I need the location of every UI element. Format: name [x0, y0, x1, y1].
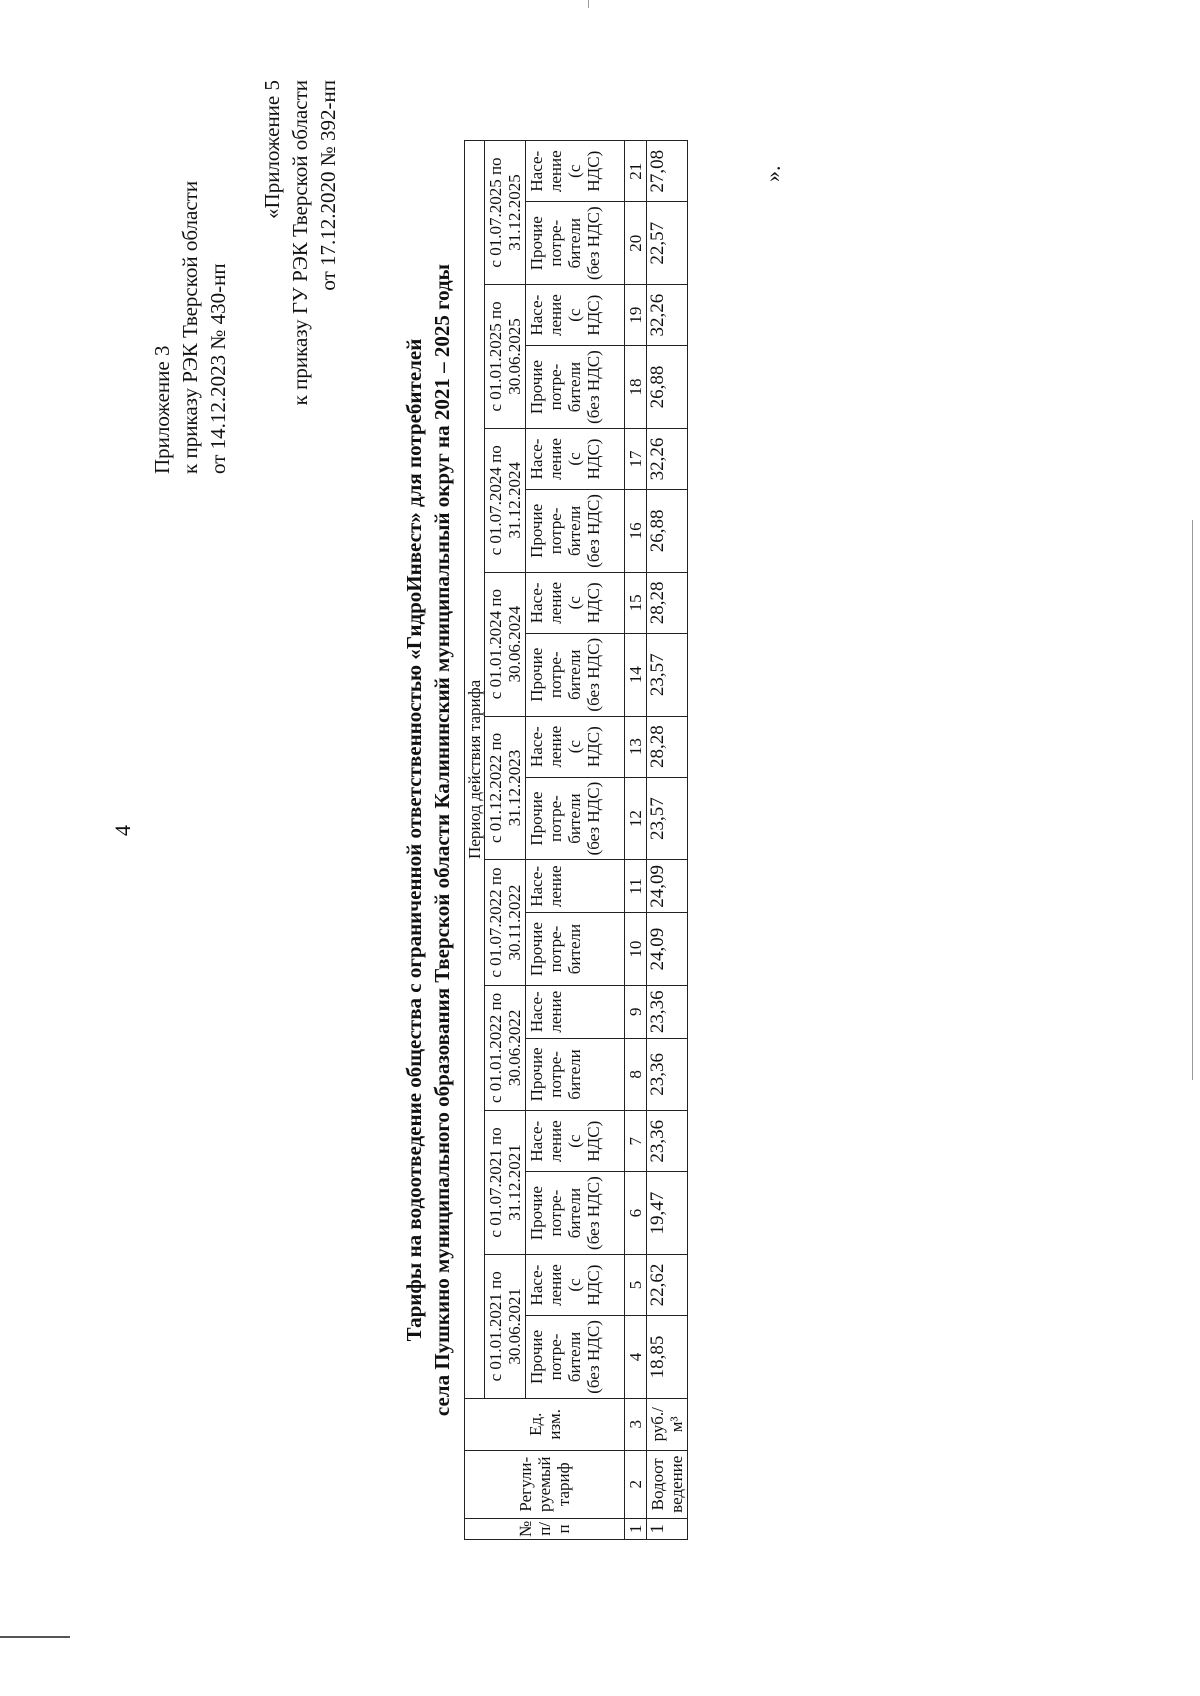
row-number: 1 — [647, 1518, 688, 1539]
tariff-value: 24,09 — [647, 913, 688, 985]
column-number: 2 — [625, 1450, 647, 1518]
appendix-3-block — [148, 181, 232, 474]
tariff-value: 24,09 — [647, 860, 688, 913]
category-header: Прочие потре-бители — [526, 913, 625, 985]
period-header: с 01.07.2022 по 30.11.2022 — [485, 860, 526, 985]
column-number: 6 — [625, 1172, 647, 1255]
scan-edge-right — [1192, 520, 1193, 1080]
period-header: с 01.01.2025 по 30.06.2025 — [485, 285, 526, 429]
tariff-value: 26,88 — [647, 490, 688, 573]
period-header: с 01.01.2024 по 30.06.2024 — [485, 572, 526, 716]
category-header: Насе-ление (с НДС) — [526, 716, 625, 777]
column-number: 16 — [625, 490, 647, 573]
column-number: 3 — [625, 1398, 647, 1450]
period-header: с 01.07.2025 по 31.12.2025 — [485, 141, 526, 285]
appendix-3-line: от 14.12.2023 № 430-нп — [206, 263, 230, 474]
column-number: 17 — [625, 428, 647, 489]
column-number: 15 — [625, 572, 647, 633]
scan-edge-tick — [588, 0, 589, 8]
tariff-value: 22,57 — [647, 202, 688, 285]
appendix-5-line: «Приложение 5 — [260, 80, 284, 219]
column-number: 5 — [625, 1254, 647, 1315]
tariff-value: 28,28 — [647, 716, 688, 777]
appendix-3-line: Приложение 3 — [150, 345, 174, 474]
column-number: 10 — [625, 913, 647, 985]
row-unit: руб./м³ — [647, 1398, 688, 1450]
column-number: 12 — [625, 777, 647, 860]
title-line: села Пушкино муниципального образования Тверской области Калининский муниципальный округ на 2021 – 2025 годы — [430, 263, 454, 1417]
appendix-5-line: к приказу ГУ РЭК Тверской области — [288, 80, 312, 406]
category-header: Прочие потре-бители (без НДС) — [526, 1316, 625, 1399]
header-tariff: Регули-руемый тариф — [465, 1450, 625, 1518]
tariff-value: 22,62 — [647, 1254, 688, 1315]
category-header: Прочие потре-бители (без НДС) — [526, 633, 625, 716]
tariff-value: 27,08 — [647, 141, 688, 202]
period-header: с 01.01.2021 по 30.06.2021 — [485, 1254, 526, 1398]
period-header: с 01.12.2022 по 31.12.2023 — [485, 716, 526, 860]
category-header: Насе-ление (с НДС) — [526, 1254, 625, 1315]
column-number: 19 — [625, 285, 647, 346]
column-number: 7 — [625, 1111, 647, 1172]
tariff-value: 32,26 — [647, 428, 688, 489]
page-number: 4 — [110, 825, 135, 836]
closing-mark: ». — [760, 165, 785, 182]
appendix-5-block — [258, 80, 342, 405]
category-header: Прочие потре-бители (без НДС) — [526, 777, 625, 860]
period-header: с 01.07.2021 по 31.12.2021 — [485, 1111, 526, 1255]
tariff-value: 26,88 — [647, 346, 688, 429]
category-header: Насе-ление — [526, 860, 625, 913]
category-header: Прочие потре-бители (без НДС) — [526, 202, 625, 285]
category-header: Прочие потре-бители (без НДС) — [526, 1172, 625, 1255]
header-unit: Ед. изм. — [465, 1398, 625, 1450]
tariff-value: 32,26 — [647, 285, 688, 346]
tariff-value: 28,28 — [647, 572, 688, 633]
tariff-value: 23,36 — [647, 1111, 688, 1172]
category-header: Насе-ление (с НДС) — [526, 285, 625, 346]
column-number: 21 — [625, 141, 647, 202]
document-title — [400, 20, 456, 1660]
category-header: Насе-ление (с НДС) — [526, 428, 625, 489]
tariff-value: 18,85 — [647, 1316, 688, 1399]
category-header: Прочие потре-бители (без НДС) — [526, 346, 625, 429]
appendix-5-line: от 17.12.2020 № 392-нп — [316, 80, 340, 291]
tariff-value: 23,36 — [647, 985, 688, 1038]
rotated-page — [20, 20, 1140, 1660]
tariff-value: 23,57 — [647, 777, 688, 860]
column-number: 4 — [625, 1316, 647, 1399]
tariff-value: 23,57 — [647, 633, 688, 716]
title-line: Тарифы на водоотведение общества с ограниченной ответственностью «ГидроИнвест» для потребителей — [402, 338, 426, 1342]
appendix-3-line: к приказу РЭК Тверской области — [178, 180, 202, 474]
category-header: Насе-ление — [526, 985, 625, 1038]
column-number: 11 — [625, 860, 647, 913]
period-header: с 01.01.2022 по 30.06.2022 — [485, 985, 526, 1110]
category-header: Насе-ление (с НДС) — [526, 1111, 625, 1172]
header-num: № п/п — [465, 1518, 625, 1539]
tariff-value: 23,36 — [647, 1038, 688, 1110]
row-tariff-name: Водоот ведение — [647, 1450, 688, 1518]
column-number: 8 — [625, 1038, 647, 1110]
column-number: 13 — [625, 716, 647, 777]
category-header: Насе-ление (с НДС) — [526, 572, 625, 633]
category-header: Насе-ление (с НДС) — [526, 141, 625, 202]
category-header: Прочие потре-бители (без НДС) — [526, 490, 625, 573]
tariff-table — [464, 140, 688, 1540]
header-period: Период действия тарифа — [465, 141, 485, 1399]
column-number: 9 — [625, 985, 647, 1038]
column-number: 14 — [625, 633, 647, 716]
category-header: Прочие потре-бители — [526, 1038, 625, 1110]
column-number: 18 — [625, 346, 647, 429]
tariff-value: 19,47 — [647, 1172, 688, 1255]
period-header: с 01.07.2024 по 31.12.2024 — [485, 428, 526, 572]
column-number: 20 — [625, 202, 647, 285]
column-number: 1 — [625, 1518, 647, 1539]
